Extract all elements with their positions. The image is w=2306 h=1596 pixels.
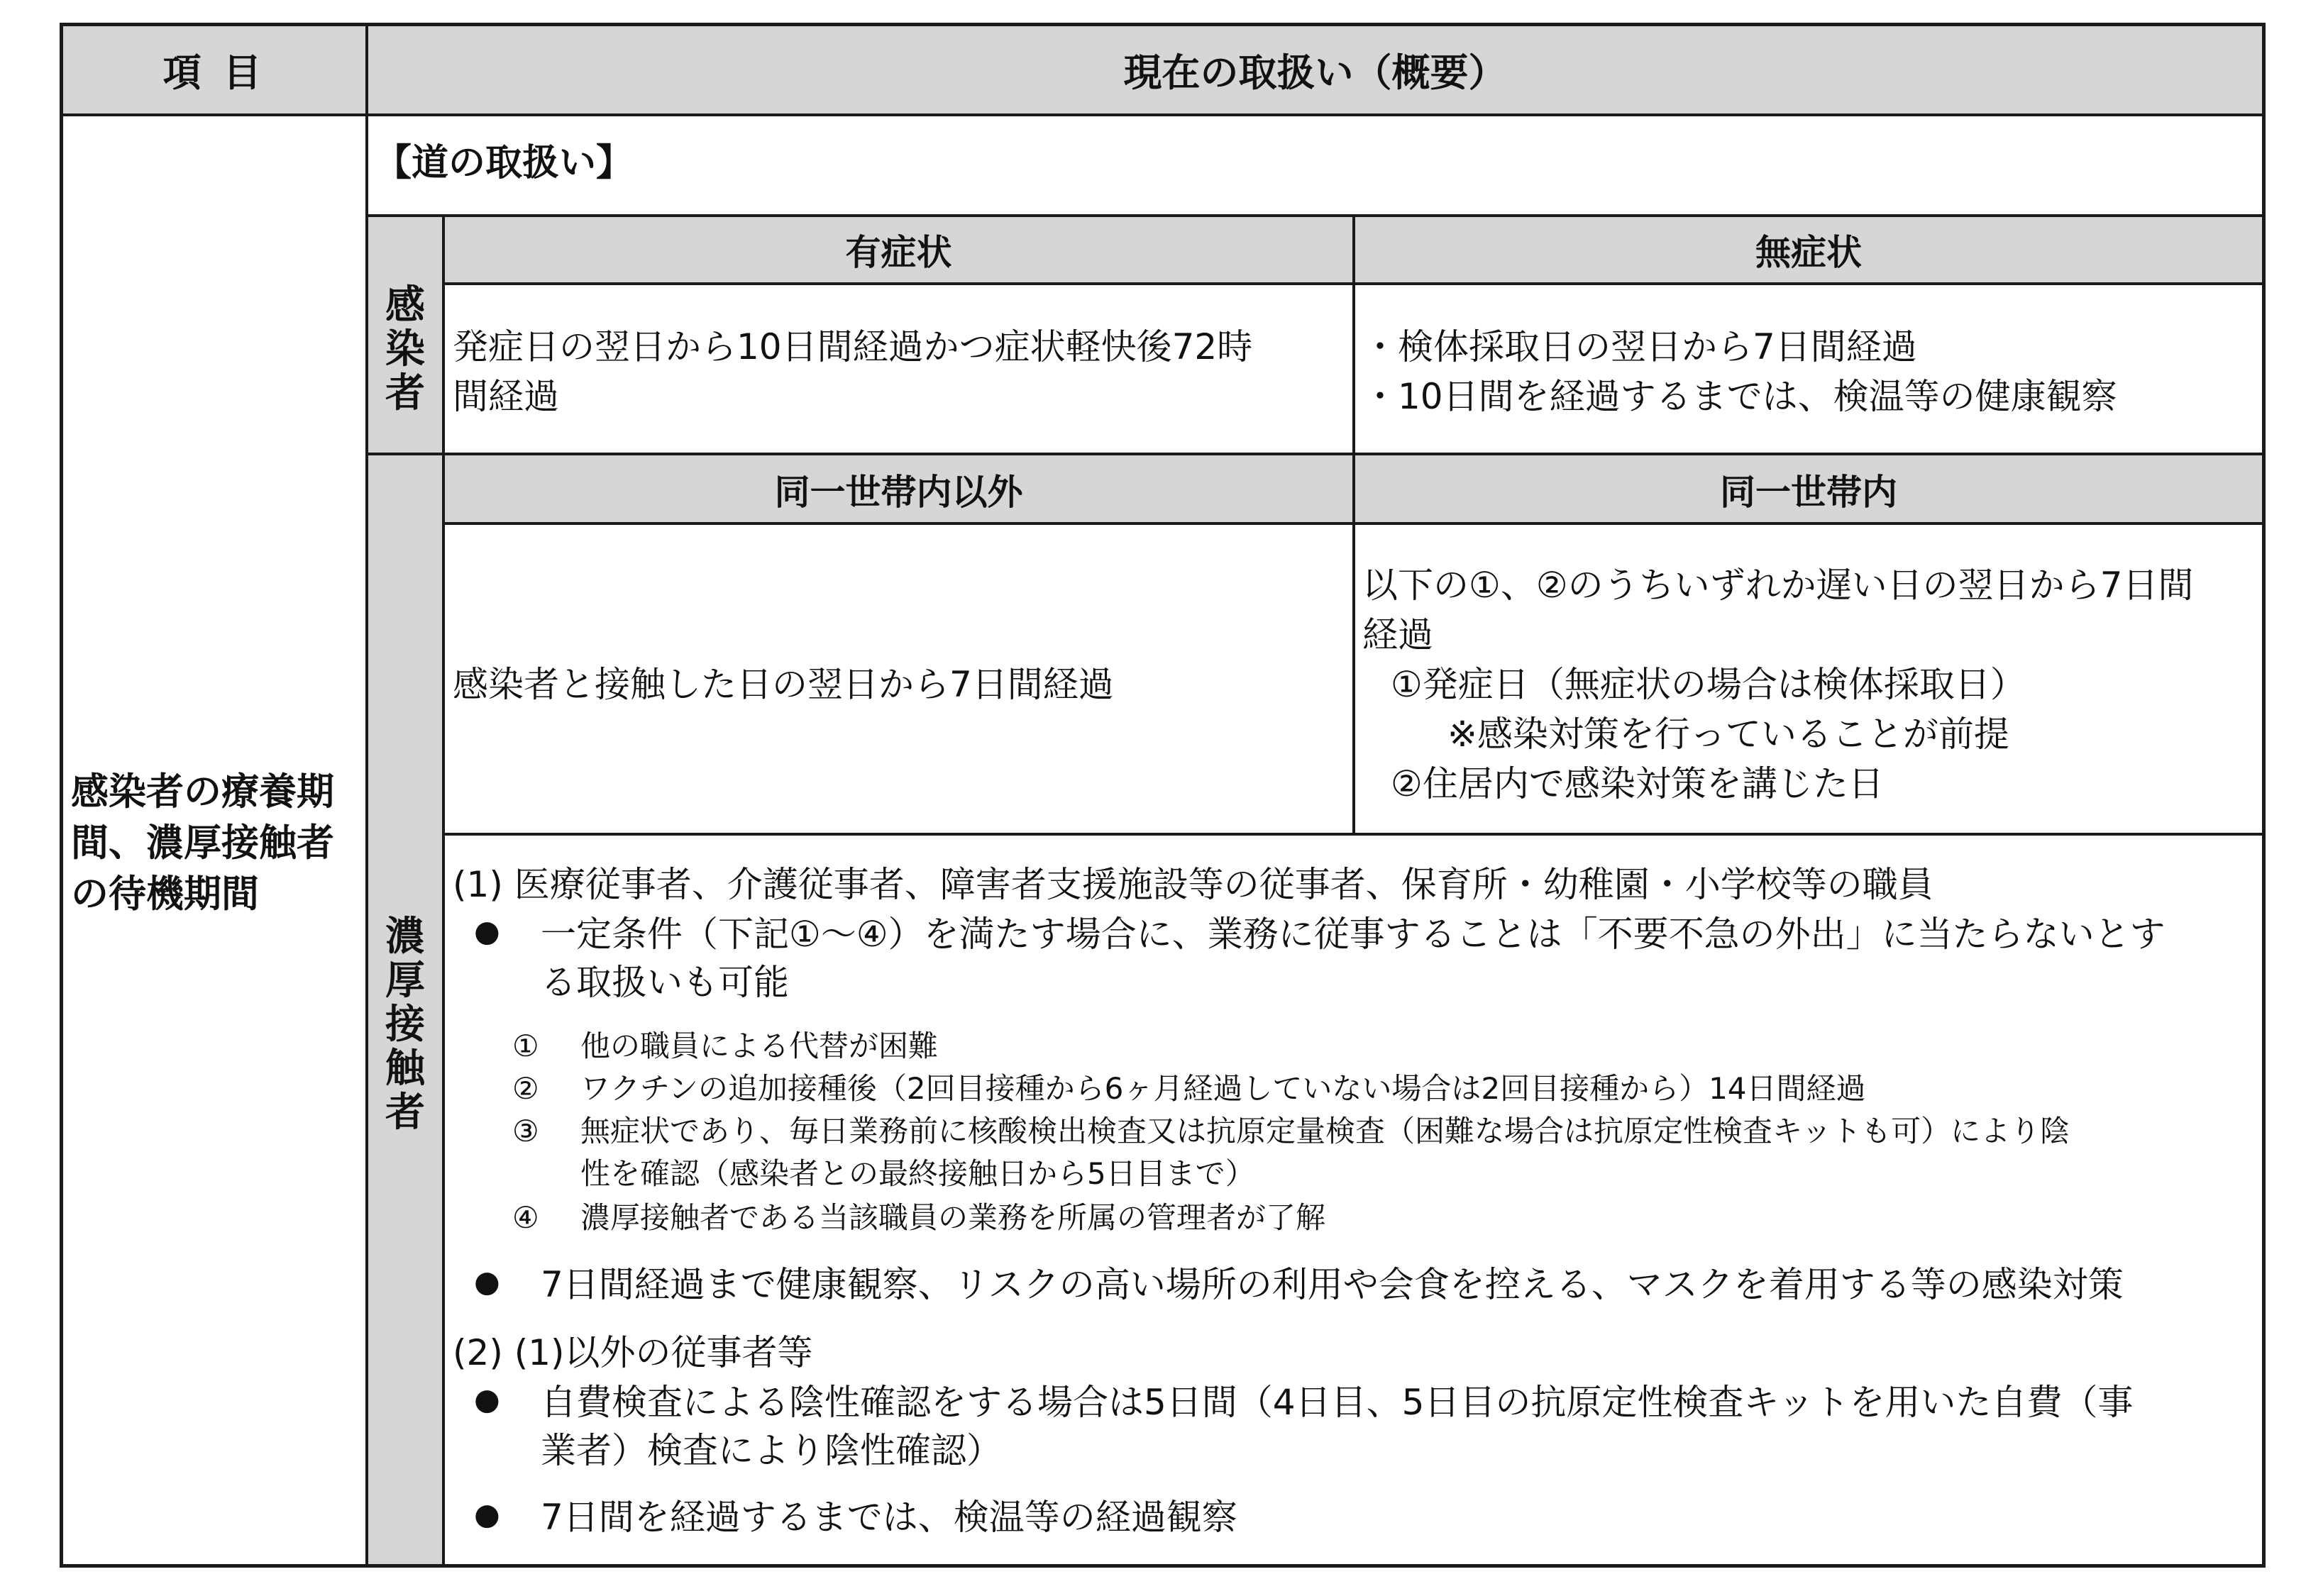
same-household-line3: ①発症日（無症状の場合は検体採取日） xyxy=(1391,664,2026,705)
infected-label xyxy=(367,284,443,416)
bullet: ● xyxy=(474,1264,500,1299)
c2-text: ワクチンの追加接種後（2回目接種から6ヶ月経過していない場合は2回目接種から）14日間経過 xyxy=(580,1071,1866,1106)
asymptomatic-line1: ・検体採取日の翌日から7日間経過 xyxy=(1362,326,1917,367)
bullet: ● xyxy=(474,914,500,948)
p1-title: (1) 医療従事者、介護従事者、障害者支援施設等の従事者、保育所・幼稚園・小学校等の職員 xyxy=(453,864,1933,905)
same-household-line2: 経過 xyxy=(1362,614,1433,655)
other-household-text: 感染者と接触した日の翌日から7日間経過 xyxy=(453,664,1114,705)
symptomatic-line2: 間経過 xyxy=(453,376,559,417)
p2-title: (2) (1)以外の従事者等 xyxy=(453,1332,813,1373)
same-household-line5: ②住居内で感染対策を講じた日 xyxy=(1391,763,1884,804)
row-label-line2: 間、濃厚接触者 xyxy=(71,821,334,865)
infected-label-char: 者 xyxy=(385,370,425,416)
col-symptomatic: 有症状 xyxy=(845,232,952,273)
col-asymptomatic: 無症状 xyxy=(1755,232,1862,273)
c1-text: 他の職員による代替が困難 xyxy=(580,1029,939,1063)
symptomatic-line1: 発症日の翌日から10日間経過かつ症状軽快後72時 xyxy=(453,326,1253,367)
infected-label-char: 感 xyxy=(385,282,425,328)
infected-label-char: 染 xyxy=(385,326,425,372)
b4-text: 7日間を経過するまでは、検温等の経過観察 xyxy=(541,1497,1237,1538)
col-same-household: 同一世帯内 xyxy=(1720,472,1897,513)
c3-text2: 性を確認（感染者との最終接触日から5日目まで） xyxy=(580,1156,1255,1191)
c2-num: ② xyxy=(512,1071,539,1106)
close-contact-label-char: 者 xyxy=(385,1090,425,1136)
c4-num: ④ xyxy=(512,1200,539,1235)
c3-num: ③ xyxy=(512,1114,539,1148)
header-current: 現在の取扱い（概要） xyxy=(1123,50,1507,95)
col-other-household: 同一世帯内以外 xyxy=(774,472,1023,513)
c1-num: ① xyxy=(512,1029,539,1063)
section-title: 【道の取扱い】 xyxy=(375,142,634,184)
b1-line2: る取扱いも可能 xyxy=(541,962,789,1003)
close-contact-label-char: 接 xyxy=(385,1002,425,1048)
same-household-line1: 以下の①、②のうちいずれか遅い日の翌日から7日間 xyxy=(1362,565,2194,606)
c4-text: 濃厚接触者である当該職員の業務を所属の管理者が了解 xyxy=(580,1200,1326,1235)
close-contact-label-char: 濃 xyxy=(385,914,425,960)
side-label-column xyxy=(367,216,443,1565)
row-label-line3: の待機期間 xyxy=(71,872,259,916)
bullet: ● xyxy=(474,1497,500,1531)
same-household-line4: ※感染対策を行っていることが前提 xyxy=(1447,714,2009,755)
header-item: 項 目 xyxy=(162,50,266,95)
close-contact-label-char: 触 xyxy=(385,1046,425,1092)
row-label-line1: 感染者の療養期 xyxy=(71,770,334,814)
b3-line2: 業者）検査により陰性確認） xyxy=(541,1430,1002,1471)
b1-line1: 一定条件（下記①～④）を満たす場合に、業務に従事することは「不要不急の外出」に当たらないとす xyxy=(541,914,2166,955)
asymptomatic-line2: ・10日間を経過するまでは、検温等の健康観察 xyxy=(1362,376,2117,417)
close-contact-label xyxy=(367,915,443,1135)
bullet: ● xyxy=(474,1382,500,1417)
close-contact-label-char: 厚 xyxy=(385,958,425,1004)
b3-line1: 自費検査による陰性確認をする場合は5日間（4日目、5日目の抗原定性検査キットを用いた自費（事 xyxy=(541,1382,2134,1423)
c3-text1: 無症状であり、毎日業務前に核酸検出検査又は抗原定量検査（困難な場合は抗原定性検査キットも可）により陰 xyxy=(580,1114,2070,1148)
b2-text: 7日間経過まで健康観察、リスクの高い場所の利用や会食を控える、マスクを着用する等の感染対策 xyxy=(541,1264,2124,1305)
